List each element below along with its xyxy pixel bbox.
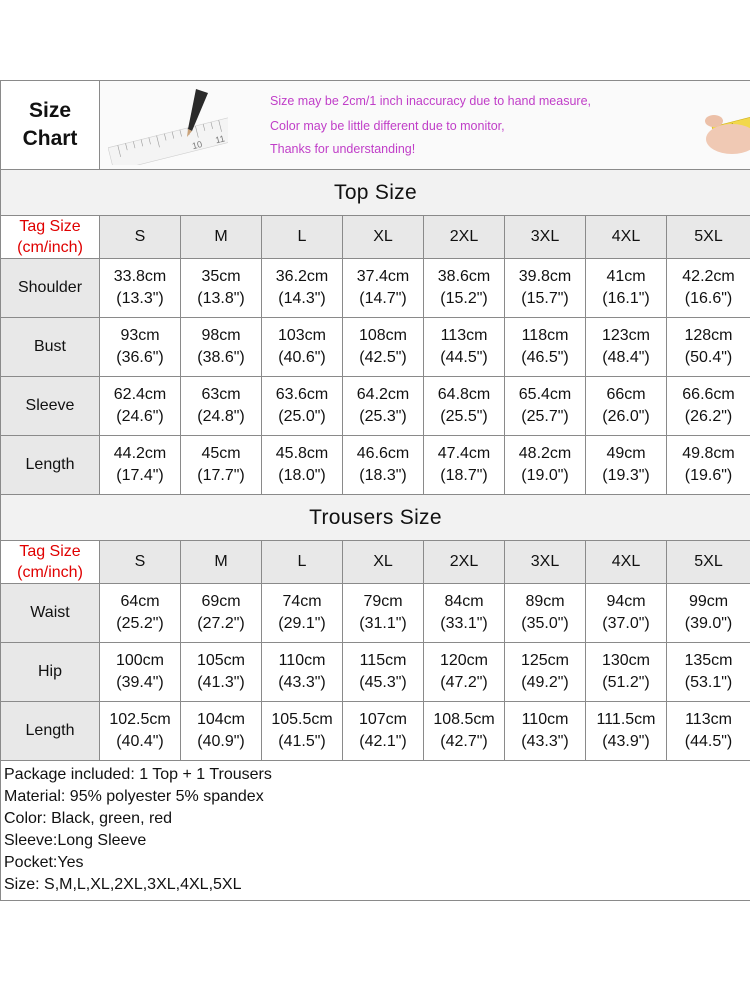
measurement-cell bbox=[667, 259, 750, 318]
ruler-label-11: 11 bbox=[214, 133, 226, 146]
cm-value: 135cm bbox=[684, 652, 733, 669]
inch-value: (29.1") bbox=[278, 615, 326, 632]
cm-value: 89cm bbox=[525, 593, 565, 610]
top-row-length bbox=[1, 436, 750, 495]
header-row bbox=[1, 81, 750, 170]
measurement-cell bbox=[424, 318, 505, 377]
cm-value: 41cm bbox=[606, 268, 646, 285]
measurement-cell bbox=[181, 436, 262, 495]
inch-value: (43.3") bbox=[521, 733, 569, 750]
measurement-cell bbox=[100, 436, 181, 495]
measurement-cell bbox=[262, 377, 343, 436]
measurement-cell bbox=[667, 318, 750, 377]
measurement-cell bbox=[100, 702, 181, 761]
inch-value: (19.3") bbox=[602, 467, 650, 484]
cm-value: 64.2cm bbox=[356, 386, 410, 403]
measurement-cell bbox=[181, 702, 262, 761]
cm-value: 105.5cm bbox=[271, 711, 333, 728]
cm-value: 66.6cm bbox=[682, 386, 735, 403]
cm-value: 123cm bbox=[601, 327, 651, 344]
trousers-tag-size-label bbox=[1, 541, 100, 584]
measurement-cell bbox=[505, 643, 586, 702]
cm-value: 48.2cm bbox=[518, 445, 572, 462]
inch-value: (39.0") bbox=[684, 615, 733, 632]
cm-value: 102.5cm bbox=[109, 711, 171, 728]
cm-value: 118cm bbox=[521, 327, 569, 344]
inch-value: (43.3") bbox=[278, 674, 326, 691]
row-label-waist: Waist bbox=[1, 584, 100, 643]
cm-value: 128cm bbox=[684, 327, 733, 344]
row-label-bust: Bust bbox=[1, 318, 100, 377]
measurement-cell bbox=[424, 584, 505, 643]
cm-value: 113cm bbox=[440, 327, 488, 344]
size-header-2xl: 2XL bbox=[424, 216, 505, 259]
cm-value: 63cm bbox=[201, 386, 241, 403]
cm-value: 99cm bbox=[688, 593, 729, 610]
measurement-cell bbox=[424, 259, 505, 318]
inch-value: (13.3") bbox=[116, 290, 164, 307]
top-row-sleeve bbox=[1, 377, 750, 436]
measurement-cell bbox=[181, 259, 262, 318]
inch-value: (51.2") bbox=[602, 674, 650, 691]
cm-value: 120cm bbox=[439, 652, 489, 669]
cm-value: 113cm bbox=[685, 711, 732, 728]
measurement-cell bbox=[505, 436, 586, 495]
inch-value: (45.3") bbox=[359, 674, 407, 691]
trousers-row-waist bbox=[1, 584, 750, 643]
measurement-cell bbox=[100, 643, 181, 702]
measurement-cell bbox=[343, 436, 424, 495]
tag-size-line: Tag Size bbox=[19, 218, 81, 235]
size-header-4xl: 4XL bbox=[586, 216, 667, 259]
measurement-cell bbox=[667, 436, 750, 495]
cm-value: 94cm bbox=[606, 593, 646, 610]
inch-value: (42.1") bbox=[359, 733, 407, 750]
note-line-3: Thanks for understanding! bbox=[270, 142, 416, 156]
cm-value: 108.5cm bbox=[433, 711, 495, 728]
inch-value: (13.8") bbox=[197, 290, 245, 307]
size-header-5xl: 5XL bbox=[667, 541, 750, 584]
measurement-cell bbox=[100, 377, 181, 436]
cm-value: 33.8cm bbox=[113, 268, 167, 285]
measurement-cell bbox=[667, 584, 750, 643]
inch-value: (18.3") bbox=[359, 467, 407, 484]
measurement-cell bbox=[424, 702, 505, 761]
measurement-cell bbox=[100, 318, 181, 377]
cm-value: 42.2cm bbox=[682, 268, 735, 285]
inch-value: (40.9") bbox=[197, 733, 245, 750]
size-header-xl: XL bbox=[343, 541, 424, 584]
inch-value: (18.0") bbox=[278, 467, 326, 484]
measurement-cell bbox=[586, 584, 667, 643]
cm-value: 47.4cm bbox=[437, 445, 491, 462]
measurement-cell bbox=[586, 377, 667, 436]
cm-value: 64.8cm bbox=[437, 386, 491, 403]
inch-value: (37.0") bbox=[602, 615, 650, 632]
inch-value: (17.7") bbox=[197, 467, 245, 484]
ruler-pencil-icon bbox=[108, 85, 228, 165]
measurement-cell bbox=[262, 259, 343, 318]
size-header-l: L bbox=[262, 541, 343, 584]
inch-value: (31.1") bbox=[359, 615, 407, 632]
cm-value: 79cm bbox=[363, 593, 403, 610]
top-section-title: Top Size bbox=[1, 170, 750, 216]
inch-value: (19.6") bbox=[684, 467, 733, 484]
cm-value: 130cm bbox=[601, 652, 651, 669]
inch-value: (47.2") bbox=[440, 674, 488, 691]
inch-value: (43.9") bbox=[602, 733, 650, 750]
measurement-cell bbox=[424, 377, 505, 436]
inch-value: (24.6") bbox=[116, 408, 164, 425]
cm-value: 45cm bbox=[201, 445, 241, 462]
measurement-cell bbox=[262, 584, 343, 643]
measurement-cell bbox=[505, 584, 586, 643]
note-line-1: Size may be 2cm/1 inch inaccuracy due to hand measure, bbox=[270, 94, 592, 108]
trousers-size-header-row bbox=[1, 541, 750, 584]
tape-measure-icon bbox=[692, 87, 750, 157]
measurement-cell bbox=[262, 702, 343, 761]
size-header-l: L bbox=[262, 216, 343, 259]
measurement-cell bbox=[262, 318, 343, 377]
cm-value: 105cm bbox=[196, 652, 246, 669]
inch-value: (40.6") bbox=[278, 349, 326, 366]
measurement-cell bbox=[424, 643, 505, 702]
size-header-4xl: 4XL bbox=[586, 541, 667, 584]
cm-value: 62.4cm bbox=[113, 386, 167, 403]
measurement-cell bbox=[181, 643, 262, 702]
size-chart-table bbox=[0, 80, 750, 901]
cm-value: 108cm bbox=[358, 327, 408, 344]
cm-value: 39.8cm bbox=[518, 268, 572, 285]
inch-value: (53.1") bbox=[684, 674, 733, 691]
size-header-2xl: 2XL bbox=[424, 541, 505, 584]
trousers-row-length bbox=[1, 702, 750, 761]
measurement-cell bbox=[505, 259, 586, 318]
cm-value: 64cm bbox=[120, 593, 160, 610]
measurement-cell bbox=[343, 584, 424, 643]
row-label-length: Length bbox=[1, 702, 100, 761]
inch-value: (49.2") bbox=[521, 674, 569, 691]
measurement-cell bbox=[343, 259, 424, 318]
measurement-cell bbox=[586, 318, 667, 377]
measurement-cell bbox=[181, 377, 262, 436]
info-line: Color: Black, green, red bbox=[4, 810, 173, 827]
size-header-m: M bbox=[181, 216, 262, 259]
measurement-cell bbox=[181, 318, 262, 377]
cm-value: 125cm bbox=[520, 652, 570, 669]
measurement-cell bbox=[667, 377, 750, 436]
cm-value: 37.4cm bbox=[356, 268, 410, 285]
cm-value: 49cm bbox=[606, 445, 646, 462]
cm-value: 65.4cm bbox=[518, 386, 572, 403]
cm-value: 63.6cm bbox=[275, 386, 329, 403]
inch-value: (26.2") bbox=[684, 408, 733, 425]
cm-value: 46.6cm bbox=[356, 445, 410, 462]
inch-value: (24.8") bbox=[197, 408, 245, 425]
measure-banner bbox=[100, 81, 750, 170]
measurement-cell bbox=[100, 584, 181, 643]
inch-value: (44.5") bbox=[440, 349, 488, 366]
inch-value: (42.5") bbox=[359, 349, 407, 366]
inch-value: (19.0") bbox=[521, 467, 569, 484]
cm-value: 93cm bbox=[120, 327, 160, 344]
title-line-2: Chart bbox=[22, 127, 78, 150]
inch-value: (38.6") bbox=[197, 349, 245, 366]
cm-value: 110cm bbox=[521, 711, 569, 728]
measurement-cell bbox=[343, 318, 424, 377]
cm-value: 35cm bbox=[201, 268, 241, 285]
measurement-cell bbox=[667, 702, 750, 761]
top-row-shoulder bbox=[1, 259, 750, 318]
inch-value: (15.2") bbox=[440, 290, 488, 307]
size-header-xl: XL bbox=[343, 216, 424, 259]
note-line-2: Color may be little different due to monitor, bbox=[270, 119, 505, 133]
inch-value: (41.3") bbox=[197, 674, 245, 691]
inch-value: (48.4") bbox=[602, 349, 650, 366]
size-chart bbox=[0, 80, 750, 901]
tag-unit-line: (cm/inch) bbox=[17, 239, 83, 256]
measurement-cell bbox=[181, 584, 262, 643]
row-label-length: Length bbox=[1, 436, 100, 495]
title-line-1: Size bbox=[28, 99, 72, 122]
inch-value: (50.4") bbox=[684, 349, 733, 366]
product-info bbox=[1, 761, 750, 901]
inch-value: (25.0") bbox=[278, 408, 326, 425]
inch-value: (44.5") bbox=[684, 733, 733, 750]
measurement-cell bbox=[586, 259, 667, 318]
inch-value: (39.4") bbox=[116, 674, 164, 691]
cm-value: 45.8cm bbox=[275, 445, 329, 462]
cm-value: 74cm bbox=[282, 593, 322, 610]
measurement-cell bbox=[100, 259, 181, 318]
size-header-m: M bbox=[181, 541, 262, 584]
size-header-s: S bbox=[100, 216, 181, 259]
product-info-row bbox=[1, 761, 750, 901]
inch-value: (36.6") bbox=[116, 349, 164, 366]
inch-value: (15.7") bbox=[521, 290, 569, 307]
measurement-cell bbox=[262, 643, 343, 702]
cm-value: 36.2cm bbox=[275, 268, 329, 285]
cm-value: 84cm bbox=[444, 593, 484, 610]
inch-value: (25.2") bbox=[116, 615, 164, 632]
cm-value: 111.5cm bbox=[596, 711, 656, 728]
size-header-3xl: 3XL bbox=[505, 541, 586, 584]
inch-value: (26.0") bbox=[602, 408, 650, 425]
inch-value: (46.5") bbox=[521, 349, 569, 366]
info-line: Material: 95% polyester 5% spandex bbox=[4, 788, 264, 805]
measurement-cell bbox=[586, 436, 667, 495]
inch-value: (40.4") bbox=[116, 733, 164, 750]
inch-value: (25.5") bbox=[440, 408, 488, 425]
row-label-sleeve: Sleeve bbox=[1, 377, 100, 436]
measurement-cell bbox=[667, 643, 750, 702]
size-header-3xl: 3XL bbox=[505, 216, 586, 259]
cm-value: 115cm bbox=[359, 652, 407, 669]
cm-value: 103cm bbox=[277, 327, 327, 344]
inch-value: (18.7") bbox=[440, 467, 488, 484]
inch-value: (16.1") bbox=[602, 290, 650, 307]
cm-value: 69cm bbox=[201, 593, 241, 610]
trousers-section-row bbox=[1, 495, 750, 541]
top-row-bust bbox=[1, 318, 750, 377]
measurement-cell bbox=[343, 702, 424, 761]
measurement-cell bbox=[505, 702, 586, 761]
tag-unit-line: (cm/inch) bbox=[17, 564, 83, 581]
inch-value: (35.0") bbox=[521, 615, 569, 632]
tag-size-line: Tag Size bbox=[19, 543, 81, 560]
top-size-header-row bbox=[1, 216, 750, 259]
measurement-cell bbox=[343, 643, 424, 702]
measurement-cell bbox=[586, 702, 667, 761]
measurement-cell bbox=[262, 436, 343, 495]
inch-value: (16.6") bbox=[684, 290, 733, 307]
inch-value: (14.3") bbox=[278, 290, 326, 307]
top-section-row bbox=[1, 170, 750, 216]
inch-value: (25.7") bbox=[521, 408, 569, 425]
info-line: Sleeve:Long Sleeve bbox=[4, 832, 147, 849]
cm-value: 98cm bbox=[201, 327, 241, 344]
cm-value: 104cm bbox=[196, 711, 246, 728]
info-line: Size: S,M,L,XL,2XL,3XL,4XL,5XL bbox=[4, 876, 242, 893]
cm-value: 107cm bbox=[358, 711, 408, 728]
inch-value: (17.4") bbox=[116, 467, 164, 484]
inch-value: (14.7") bbox=[359, 290, 407, 307]
row-label-hip: Hip bbox=[1, 643, 100, 702]
cm-value: 66cm bbox=[606, 386, 646, 403]
cm-value: 49.8cm bbox=[682, 445, 735, 462]
ruler-label-10: 10 bbox=[191, 139, 204, 152]
info-line: Pocket:Yes bbox=[4, 854, 84, 871]
inch-value: (41.5") bbox=[278, 733, 326, 750]
measurement-cell bbox=[343, 377, 424, 436]
measurement-cell bbox=[424, 436, 505, 495]
size-header-s: S bbox=[100, 541, 181, 584]
info-line: Package included: 1 Top + 1 Trousers bbox=[4, 766, 272, 783]
measurement-cell bbox=[586, 643, 667, 702]
inch-value: (42.7") bbox=[440, 733, 488, 750]
measurement-cell bbox=[505, 377, 586, 436]
row-label-shoulder: Shoulder bbox=[1, 259, 100, 318]
cm-value: 38.6cm bbox=[437, 268, 491, 285]
size-chart-title bbox=[1, 81, 100, 170]
size-header-5xl: 5XL bbox=[667, 216, 750, 259]
top-tag-size-label bbox=[1, 216, 100, 259]
cm-value: 44.2cm bbox=[113, 445, 167, 462]
measurement-cell bbox=[505, 318, 586, 377]
cm-value: 110cm bbox=[278, 652, 326, 669]
inch-value: (27.2") bbox=[197, 615, 245, 632]
inch-value: (25.3") bbox=[359, 408, 407, 425]
trousers-section-title: Trousers Size bbox=[1, 495, 750, 541]
inch-value: (33.1") bbox=[440, 615, 488, 632]
cm-value: 100cm bbox=[115, 652, 165, 669]
trousers-row-hip bbox=[1, 643, 750, 702]
